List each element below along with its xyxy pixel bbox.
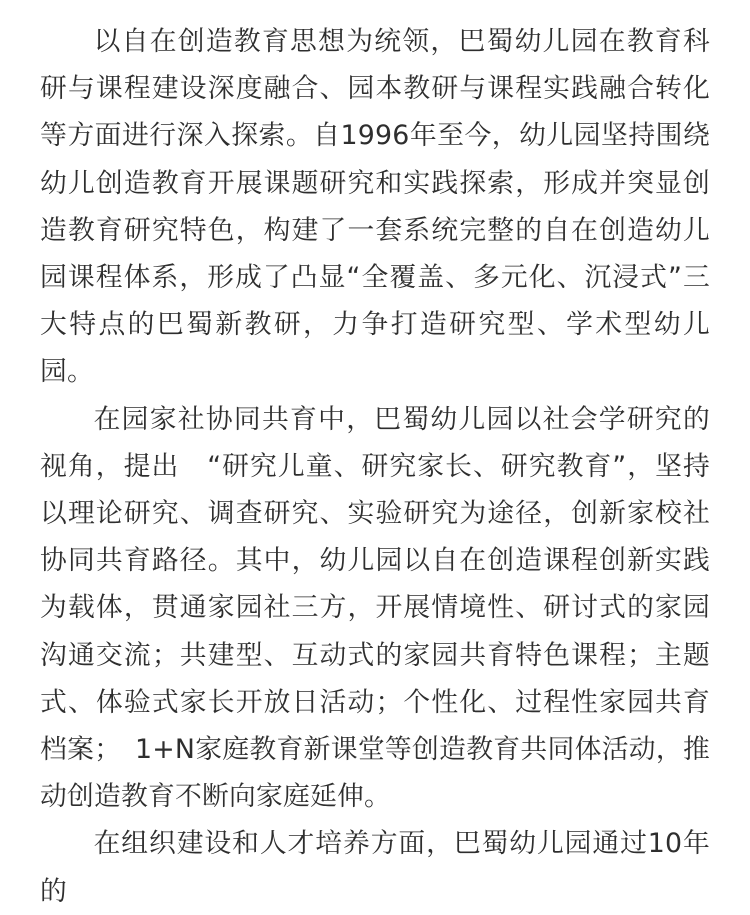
paragraph-organization: 在组织建设和人才培养方面，巴蜀幼儿园通过10年的 xyxy=(40,828,710,907)
paragraph-research: 以自在创造教育思想为统领，巴蜀幼儿园在教育科研与课程建设深度融合、园本教研与课程实践融合转化等方面进行深入探索。自1996年至今，幼儿园坚持围绕幼儿创造教育开展课题研究和实践探索，形成并突显创造教育研究特色，构建了一套系统完整的自在创造幼儿园课程体系，形成了凸显“全覆盖、多元化、沉浸式”三大特点的巴蜀新教研，力争打造研究型、学术型幼儿园。 xyxy=(40,26,710,388)
paragraph-home-school: 在园家社协同共育中，巴蜀幼儿园以社会学研究的视角，提出 “研究儿童、研究家长、研究教育”，坚持以理论研究、调查研究、实验研究为途径，创新家校社协同共育路径。其中，幼儿园以自在创造课程创新实践为载体，贯通家园社三方，开展情境性、研讨式的家园沟通交流；共建型、互动式的家园共育特色课程；主题式、体验式家长开放日活动；个性化、过程性家园共育档案； 1+N家庭教育新课堂等创造教育共同体活动，推动创造教育不断向家庭延伸。 xyxy=(40,403,710,813)
article-body xyxy=(40,18,710,915)
